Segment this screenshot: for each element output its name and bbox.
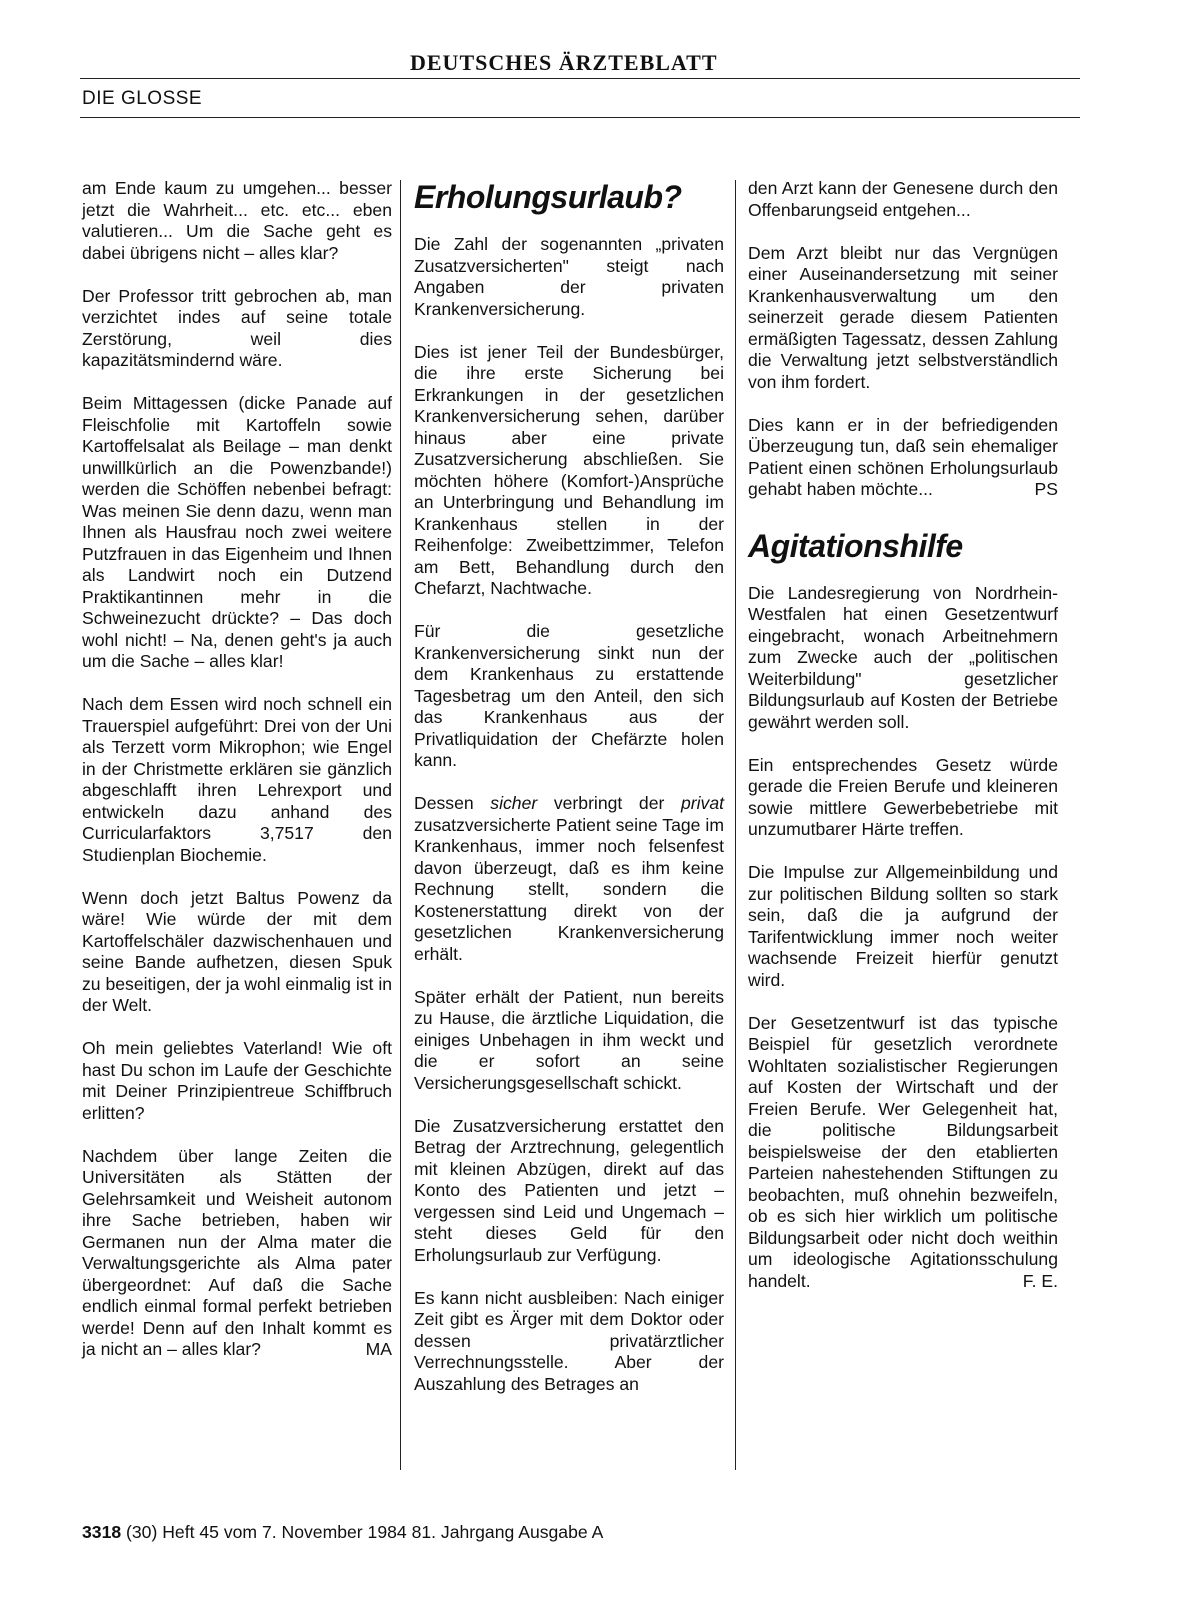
paragraph-last	[82, 1146, 392, 1361]
column-2	[414, 178, 724, 1395]
paragraph	[748, 415, 1058, 501]
paragraph: Wenn doch jetzt Baltus Powenz da wäre! Wie würde der mit dem Kartoffelschäler dazwischenhauen und seine Bande aufhetzen, diesen Spuk zu beseitigen, der ja wohl einmalig ist in der Welt.	[82, 887, 393, 1015]
issue-info: (30) Heft 45 vom 7. November 1984 81. Jahrgang Ausgabe A	[126, 1522, 604, 1542]
paragraph: Die Zahl der sogenannten „privaten Zusatzversicherten" steigt nach Angaben der privaten Krankenversicherung.	[414, 234, 724, 319]
italic-text: sicher	[490, 793, 538, 813]
paragraph-text: Nachdem über lange Zeiten die Universitäten als Stätten der Gelehrsamkeit und Weisheit autonom ihre Sache betrieben, haben wir Germanen nun der Alma mater die Verwaltungsgerichte als Alma pater übergeordnet: Auf daß die Sache endlich einmal formal perfekt betrieben werde! Denn auf den Inhalt kommt es ja nicht an – alles klar?	[82, 1145, 392, 1359]
paragraph: Es kann nicht ausbleiben: Nach einiger Zeit gibt es Ärger mit dem Doktor oder dessen privatärztlicher Verrechnungsstelle. Aber der Auszahlung des Betrages an	[414, 1287, 724, 1394]
paragraph: Die Zusatzversicherung erstattet den Betrag der Arztrechnung, gelegentlich mit kleinen Abzügen, direkt auf das Konto des Patienten und jetzt – vergessen sind Leid und Ungemach – steht dieses Geld für den Erholungsurlaub zur Verfügung.	[414, 1115, 724, 1265]
paragraph: Für die gesetzliche Krankenversicherung sinkt nun der dem Krankenhaus zu erstattende Tagesbetrag um den Anteil, den sich das Krankenhaus aus der Privatliquidation der Chefärzte holen kann.	[414, 621, 724, 770]
paragraph-text: Dies kann er in der befriedigenden Überzeugung tun, daß sein ehemaliger Patient einen schönen Erholungsurlaub gehabt haben möchte...	[748, 414, 1058, 499]
author-signature: MA	[365, 1339, 392, 1359]
paragraph	[414, 793, 724, 965]
page-number: 3318	[82, 1522, 122, 1542]
paragraph: Die Landesregierung von Nordrhein-Westfalen hat einen Gesetzentwurf eingebracht, wonach Arbeitnehmern zum Zwecke auch der „politischen Weiterbildung" gesetzlicher Bildungsurlaub auf Kosten der Betriebe gewährt werden soll.	[748, 582, 1058, 732]
paragraph: Dem Arzt bleibt nur das Vergnügen einer Auseinandersetzung mit seiner Krankenhausverwaltung um den seinerzeit gerade diesem Patienten ermäßigten Tagessatz, dessen Zahlung die Verwaltung jetzt selbstverständlich von ihm fordert.	[748, 242, 1058, 392]
column-divider-2	[735, 180, 736, 1470]
paragraph: Die Impulse zur Allgemeinbildung und zur politischen Bildung sollten so stark sein, daß die ja aufgrund der Tarifentwicklung immer noch weiter wachsende Freizeit hierfür genutzt wird.	[748, 862, 1058, 990]
column-1	[82, 178, 392, 1361]
section-label: DIE GLOSSE	[82, 88, 203, 109]
paragraph: den Arzt kann der Genesene durch den Offenbarungseid entgehen...	[748, 178, 1058, 220]
text-run: verbringt der	[537, 793, 681, 813]
page-footer	[82, 1522, 603, 1543]
header-rule-bottom	[80, 117, 1080, 118]
paragraph: Nach dem Essen wird noch schnell ein Trauerspiel aufgeführt: Drei von der Uni als Terzett vorm Mikrophon; wie Engel in der Christmette erklären sie gänzlich abgeschlafft ihren Lehrexport und entwickeln dazu anhand des Curricularfaktors 3,7517 den Studienplan Biochemie.	[82, 694, 392, 865]
text-run: Dessen	[414, 793, 491, 813]
paragraph: Beim Mittagessen (dicke Panade auf Fleischfolie mit Kartoffeln sowie Kartoffelsalat als Beilage – man denkt unwillkürlich an die Powenzbande!) werden die Schöffen nebenbei befragt: Was meinen Sie denn dazu, wenn man Ihnen als Hausfrau noch zwei weitere Putzfrauen in das Eigenheim und Ihnen als Landwirt noch ein Dutzend Praktikantinnen mehr in die Schweinezucht drückte? – Das doch wohl nicht! – Na, denen geht's ja auch um die Sache – alles klar!	[82, 393, 392, 671]
column-divider-1	[400, 180, 401, 1470]
paragraph: Der Professor tritt gebrochen ab, man verzichtet indes auf seine totale Zerstörung, weil dies kapazitätsmindernd wäre.	[82, 285, 392, 370]
paragraph: Ein entsprechendes Gesetz würde gerade die Freien Berufe und kleineren sowie mittlere Gewerbebetriebe mit unzumutbarer Härte treffen.	[748, 754, 1058, 839]
paragraph-text: Der Gesetzentwurf ist das typische Beispiel für gesetzlich verordnete Wohltaten sozialistischer Regierungen auf Kosten der Wirtschaft und der Freien Berufe. Wer Gelegenheit hat, die politische Bildungsarbeit beispielsweise der den etablierten Parteien nahestehenden Stiftungen zu beobachten, muß ohnehin bezweifeln, ob es sich hier wirklich um politische Bildungsarbeit oder nicht doch weithin um ideologische Agitationsschulung handelt.	[748, 1012, 1058, 1291]
article-title: Agitationshilfe	[748, 527, 963, 564]
author-signature: F. E.	[1022, 1270, 1058, 1291]
masthead: DEUTSCHES ÄRZTEBLATT	[410, 50, 718, 75]
paragraph: am Ende kaum zu umgehen... besser jetzt die Wahrheit... etc. etc... eben valutieren... Um die Sache geht es dabei übrigens nicht – alles klar?	[82, 178, 392, 263]
italic-text: privat	[680, 793, 724, 813]
author-signature: PS	[1034, 479, 1058, 499]
paragraph: Später erhält der Patient, nun bereits zu Hause, die ärztliche Liquidation, die einiges Unbehagen in ihm weckt und die er sofort an seine Versicherungsgesellschaft schickt.	[414, 986, 724, 1093]
paragraph-last	[748, 1013, 1058, 1293]
paragraph: Dies ist jener Teil der Bundesbürger, die ihre erste Sicherung bei Erkrankungen in der gesetzlichen Krankenversicherung sehen, darüber hinaus aber eine private Zusatzversicherung abschließen. Sie möchten höhere (Komfort-)Ansprüche an Unterbringung und Behandlung im Krankenhaus stellen in der Reihenfolge: Zweibettzimmer, Telefon am Bett, Behandlung durch den Chefarzt, Nachtwache.	[414, 341, 724, 598]
paragraph: Oh mein geliebtes Vaterland! Wie oft hast Du schon im Laufe der Geschichte mit Deiner Prinzipientreue Schiffbruch erlitten?	[82, 1038, 392, 1123]
column-3	[748, 178, 1058, 1292]
article-title: Erholungsurlaub?	[414, 179, 682, 215]
header-rule-top	[80, 78, 1080, 79]
text-run: zusatzversicherte Patient seine Tage im Krankenhaus, immer noch felsenfest davon überzeugt, daß es ihm keine Rechnung stellt, sondern die Kostenerstattung direkt von der gesetzlichen Krankenversicherung erhält.	[414, 814, 724, 964]
